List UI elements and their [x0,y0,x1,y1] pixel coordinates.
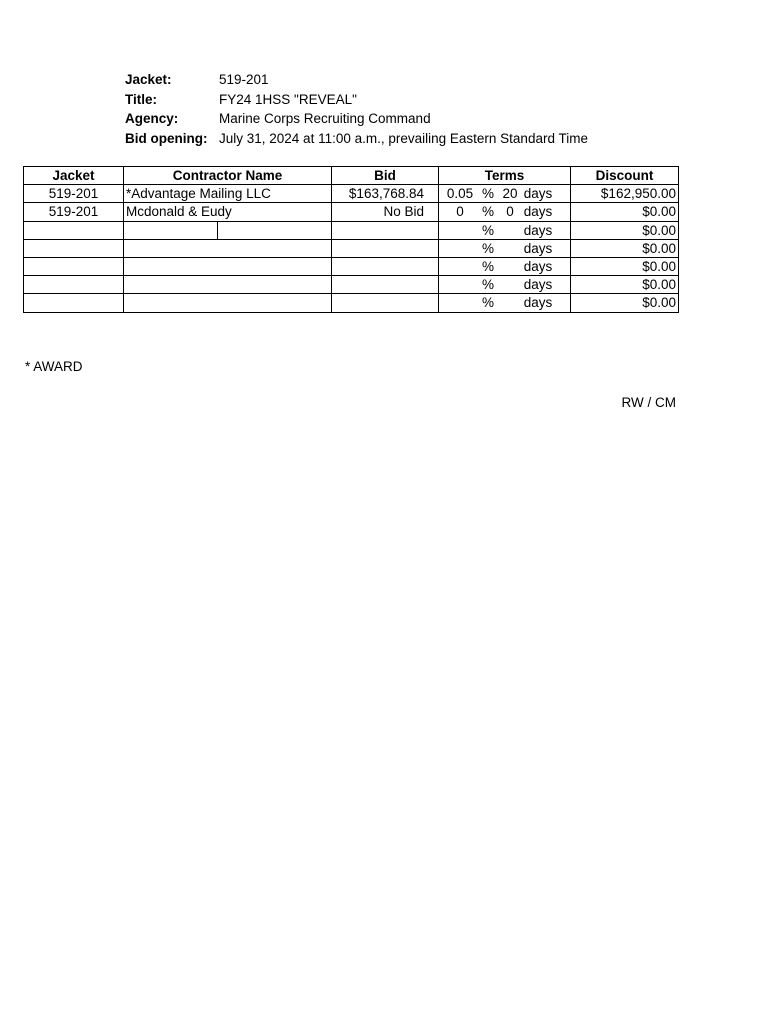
terms-cell [439,203,571,221]
discount-cell: $0.00 [571,294,679,312]
jacket-value: 519-201 [219,72,269,87]
title-label: Title: [125,91,158,107]
terms-days-value: 20 [502,186,518,202]
terms-days-value [497,240,523,257]
terms-days-label: days [523,240,553,256]
bid-cell [332,239,439,257]
table-row [24,294,679,312]
bid-cell [332,257,439,275]
terms-cell [439,221,571,239]
terms-cell [439,276,571,294]
terms-percent-symbol: % [481,259,494,275]
discount-cell: $162,950.00 [571,185,679,203]
table-row [24,257,679,275]
terms-percent-symbol: % [481,295,494,311]
table-row [24,239,679,257]
title-value: FY24 1HSS "REVEAL" [219,91,357,107]
jacket-cell [24,257,124,275]
table-row [24,221,679,239]
terms-days-value [497,222,523,239]
terms-percent-symbol: % [481,204,494,220]
jacket-cell [24,294,124,312]
reviewer-initials: RW / CM [621,395,676,410]
bid-opening-row [125,129,588,149]
bid-cell: No Bid [332,203,439,221]
table-header-row [24,167,679,185]
discount-cell: $0.00 [571,221,679,239]
terms-days-label: days [523,277,553,293]
discount-cell: $0.00 [571,257,679,275]
bid-header [125,70,588,148]
jacket-cell: 519-201 [24,203,124,221]
jacket-row [125,70,588,90]
terms-cell [439,185,571,203]
title-row [125,90,588,110]
terms-days-value [497,294,523,311]
terms-percent-symbol: % [481,222,494,238]
contractor-cell [124,257,332,275]
column-header-terms: Terms [439,167,571,185]
jacket-label: Jacket: [125,72,172,87]
contractor-cell: Mcdonald & Eudy [124,203,332,221]
terms-days-value [497,258,523,275]
jacket-cell: 519-201 [24,185,124,203]
terms-percent-value [441,276,479,293]
column-header-bid: Bid [332,167,439,185]
bid-cell [332,276,439,294]
terms-days-value: 0 [506,204,514,220]
agency-label: Agency: [125,111,179,126]
column-header-discount: Discount [571,167,679,185]
terms-percent-symbol: % [481,277,494,293]
terms-days-label: days [523,186,553,202]
award-note: * AWARD [25,359,83,374]
contractor-cell [124,276,332,294]
contractor-cell [124,239,332,257]
terms-cell [439,257,571,275]
discount-cell: $0.00 [571,203,679,221]
bid-opening-value: July 31, 2024 at 11:00 a.m., prevailing Eastern Standard Time [219,130,588,146]
terms-days-label: days [523,222,553,238]
discount-cell: $0.00 [571,276,679,294]
terms-percent-value [441,294,479,311]
terms-days-label: days [523,295,553,311]
contractor-cell: *Advantage Mailing LLC [124,185,332,203]
terms-cell [439,294,571,312]
terms-percent-value [441,222,479,239]
terms-percent-value: 0 [456,204,464,220]
terms-percent-value: 0.05 [446,186,474,202]
agency-value: Marine Corps Recruiting Command [219,111,431,126]
contractor-cell [124,221,332,239]
bid-table [23,166,679,313]
bid-cell [332,294,439,312]
bid-cell [332,221,439,239]
agency-row [125,109,588,129]
terms-cell [439,239,571,257]
jacket-cell [24,221,124,239]
column-header-contractor: Contractor Name [124,167,332,185]
table-row [24,185,679,203]
column-header-jacket: Jacket [24,167,124,185]
table-row [24,203,679,221]
bid-cell: $163,768.84 [332,185,439,203]
terms-days-label: days [523,259,553,275]
discount-cell: $0.00 [571,239,679,257]
terms-days-value [497,276,523,293]
terms-percent-symbol: % [481,240,494,256]
jacket-cell [24,276,124,294]
terms-percent-symbol: % [481,186,494,202]
jacket-cell [24,239,124,257]
bid-opening-label: Bid opening: [125,130,208,146]
contractor-cell [124,294,332,312]
terms-percent-value [441,240,479,257]
terms-percent-value [441,258,479,275]
table-row [24,276,679,294]
terms-days-label: days [523,204,553,220]
